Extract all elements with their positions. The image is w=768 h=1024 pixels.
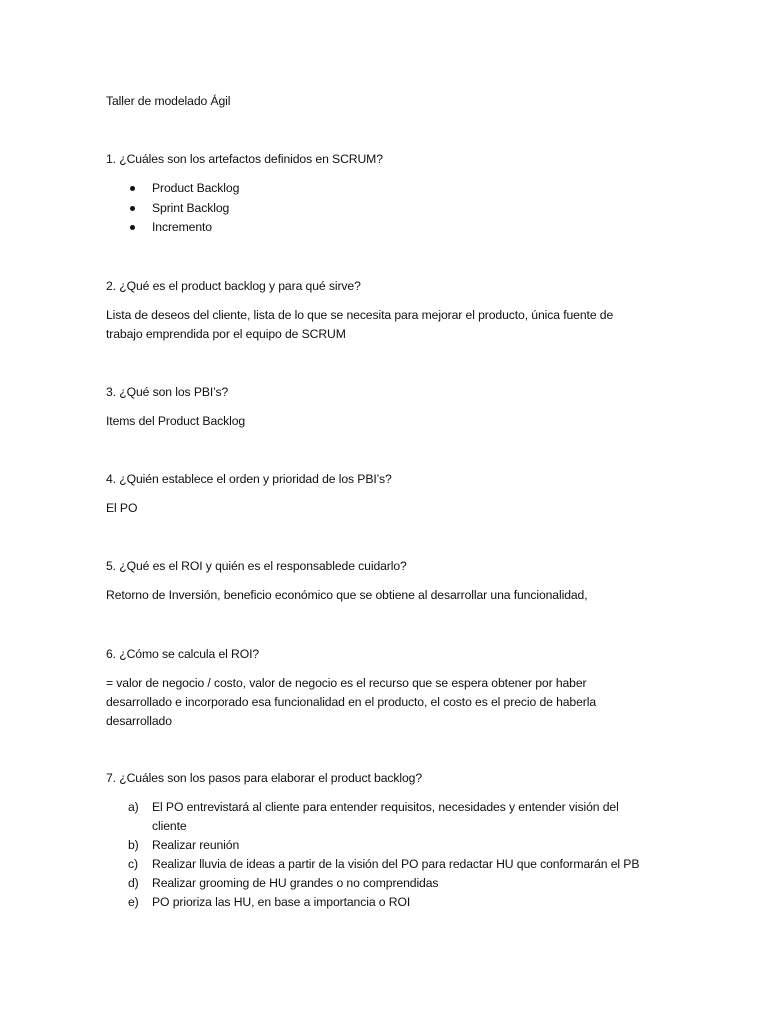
question-3: 3. ¿Qué son los PBI’s? bbox=[106, 385, 229, 399]
step-marker: b) bbox=[128, 838, 139, 852]
answer-6-line-3: desarrollado bbox=[106, 714, 172, 728]
step-marker: c) bbox=[128, 857, 138, 871]
step-marker: a) bbox=[128, 800, 139, 814]
answer-6-line-2: desarrollado e incorporado esa funcionalidad en el producto, el costo es el precio de haberla bbox=[106, 695, 597, 709]
step-text: Realizar reunión bbox=[152, 838, 240, 852]
step-text: Realizar lluvia de ideas a partir de la visión del PO para redactar HU que conformarán el PB bbox=[152, 857, 640, 871]
artifacts-list bbox=[128, 180, 239, 239]
answer-2-line-1: Lista de deseos del cliente, lista de lo que se necesita para mejorar el producto, única fuente de bbox=[106, 308, 614, 322]
question-7: 7. ¿Cuáles son los pasos para elaborar el product backlog? bbox=[106, 771, 423, 785]
answer-6-line-1: = valor de negocio / costo, valor de negocio es el recurso que se espera obtener por haber bbox=[106, 676, 587, 690]
answer-5: Retorno de Inversión, beneficio económico que se obtiene al desarrollar una funcionalidad, bbox=[106, 588, 588, 602]
step-marker: e) bbox=[128, 895, 139, 909]
step-text-continued: cliente bbox=[152, 819, 187, 833]
question-5: 5. ¿Qué es el ROI y quién es el responsablede cuidarlo? bbox=[106, 559, 407, 573]
list-item bbox=[128, 855, 688, 874]
question-4: 4. ¿Quién establece el orden y prioridad de los PBI’s? bbox=[106, 472, 392, 486]
step-text: El PO entrevistará al cliente para entender requisitos, necesidades y entender visión del bbox=[152, 800, 619, 814]
step-text: Realizar grooming de HU grandes o no comprendidas bbox=[152, 876, 439, 890]
list-item: Incremento bbox=[128, 219, 239, 239]
list-item bbox=[128, 798, 688, 836]
question-1: 1. ¿Cuáles son los artefactos definidos en SCRUM? bbox=[106, 152, 383, 166]
list-item: Product Backlog bbox=[128, 180, 239, 200]
list-item bbox=[128, 836, 688, 855]
answer-4: El PO bbox=[106, 501, 138, 515]
list-item bbox=[128, 893, 688, 912]
step-text: PO prioriza las HU, en base a importancia o ROI bbox=[152, 895, 411, 909]
answer-3: Items del Product Backlog bbox=[106, 414, 246, 428]
document-title: Taller de modelado Ágil bbox=[106, 94, 231, 108]
list-item: Sprint Backlog bbox=[128, 200, 239, 220]
list-item bbox=[128, 874, 688, 893]
steps-list bbox=[128, 798, 688, 912]
answer-2-line-2: trabajo emprendida por el equipo de SCRUM bbox=[106, 327, 346, 341]
question-2: 2. ¿Qué es el product backlog y para qué sirve? bbox=[106, 279, 361, 293]
step-marker: d) bbox=[128, 876, 139, 890]
question-6: 6. ¿Cómo se calcula el ROI? bbox=[106, 647, 260, 661]
